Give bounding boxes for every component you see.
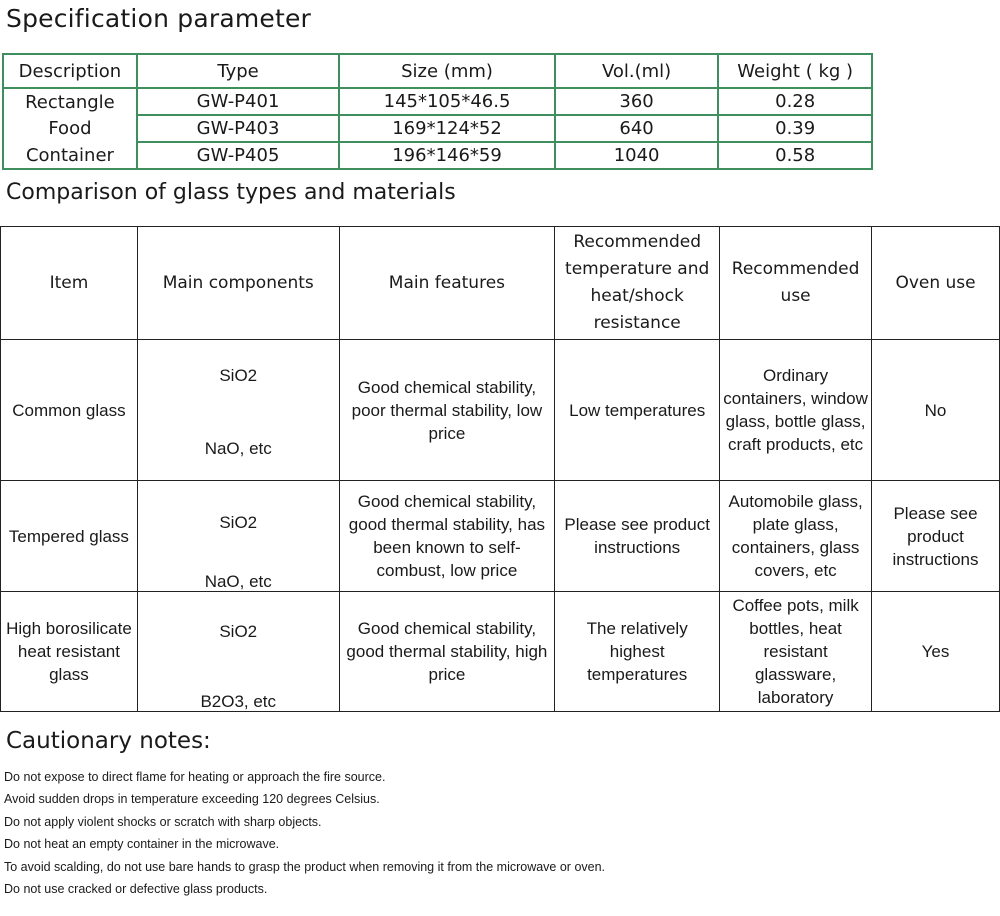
features-cell: Good chemical stability, poor thermal stability, low price (339, 340, 555, 481)
oven-cell: No (872, 340, 1000, 481)
comparison-header-cell: Recommended use (720, 227, 872, 340)
features-cell: Good chemical stability, good thermal stability, high price (339, 592, 555, 712)
item-cell: Common glass (1, 340, 138, 481)
oven-cell: Please see product instructions (872, 481, 1000, 592)
description-cell: Food (3, 115, 137, 142)
spec-header-cell: Vol.(ml) (555, 54, 719, 88)
spec-table (2, 53, 873, 170)
size-cell: 169*124*52 (339, 115, 555, 142)
spec-title: Specification parameter (6, 4, 312, 33)
note-line: Do not use cracked or defective glass products. (4, 882, 268, 897)
component-primary: SiO2 (219, 622, 258, 641)
spec-header-cell: Weight ( kg ) (718, 54, 872, 88)
note-line: To avoid scalding, do not use bare hands to grasp the product when removing it from the microwave or oven. (4, 859, 606, 874)
component-secondary: NaO, etc (204, 439, 272, 458)
volume-cell: 1040 (555, 142, 719, 169)
size-cell: 196*146*59 (339, 142, 555, 169)
table-row (1, 340, 1000, 481)
features-cell: Good chemical stability, good thermal stability, has been known to self-combust, low price (339, 481, 555, 592)
size-cell: 145*105*46.5 (339, 88, 555, 115)
item-cell: High borosilicate heat resistant glass (1, 592, 138, 712)
comparison-header-cell: Item (1, 227, 138, 340)
component-secondary: NaO, etc (204, 572, 272, 591)
components-cell (137, 481, 339, 592)
component-primary: SiO2 (219, 366, 258, 385)
comparison-table (0, 226, 1000, 712)
table-row (3, 88, 872, 115)
component-secondary: B2O3, etc (200, 692, 277, 711)
comparison-title: Comparison of glass types and materials (6, 180, 456, 205)
table-row (1, 481, 1000, 592)
comparison-header-cell: Main features (339, 227, 555, 340)
weight-cell: 0.28 (718, 88, 872, 115)
table-row (3, 115, 872, 142)
components-cell (137, 340, 339, 481)
comparison-header-cell: Oven use (872, 227, 1000, 340)
item-cell: Tempered glass (1, 481, 138, 592)
type-cell: GW-P401 (137, 88, 339, 115)
weight-cell: 0.39 (718, 115, 872, 142)
note-line: Do not apply violent shocks or scratch with sharp objects. (4, 814, 322, 829)
note-line: Avoid sudden drops in temperature exceeding 120 degrees Celsius. (4, 792, 380, 807)
cautionary-title: Cautionary notes: (6, 728, 211, 754)
temperature-cell: Low temperatures (555, 340, 720, 481)
use-cell: Coffee pots, milk bottles, heat resistant glassware, laboratory (720, 592, 872, 712)
temperature-cell: The relatively highest temperatures (555, 592, 720, 712)
volume-cell: 640 (555, 115, 719, 142)
description-cell: Container (3, 142, 137, 169)
spec-header-row (3, 54, 872, 88)
note-line: Do not heat an empty container in the microwave. (4, 837, 280, 852)
spec-header-cell: Description (3, 54, 137, 88)
cautionary-notes (4, 766, 605, 900)
type-cell: GW-P405 (137, 142, 339, 169)
spec-header-cell: Type (137, 54, 339, 88)
comparison-header-row (1, 227, 1000, 340)
table-row (1, 592, 1000, 712)
note-line: Do not expose to direct flame for heating or approach the fire source. (4, 770, 386, 784)
use-cell: Ordinary containers, window glass, bottle glass, craft products, etc (720, 340, 872, 481)
comparison-header-cell: Recommended temperature and heat/shock resistance (555, 227, 720, 340)
weight-cell: 0.58 (718, 142, 872, 169)
table-row (3, 142, 872, 169)
volume-cell: 360 (555, 88, 719, 115)
oven-cell: Yes (872, 592, 1000, 712)
components-cell (137, 592, 339, 712)
type-cell: GW-P403 (137, 115, 339, 142)
spec-header-cell: Size (mm) (339, 54, 555, 88)
temperature-cell: Please see product instructions (555, 481, 720, 592)
use-cell: Automobile glass, plate glass, containers, glass covers, etc (720, 481, 872, 592)
description-cell: Rectangle (3, 88, 137, 115)
comparison-header-cell: Main components (137, 227, 339, 340)
component-primary: SiO2 (219, 513, 258, 532)
